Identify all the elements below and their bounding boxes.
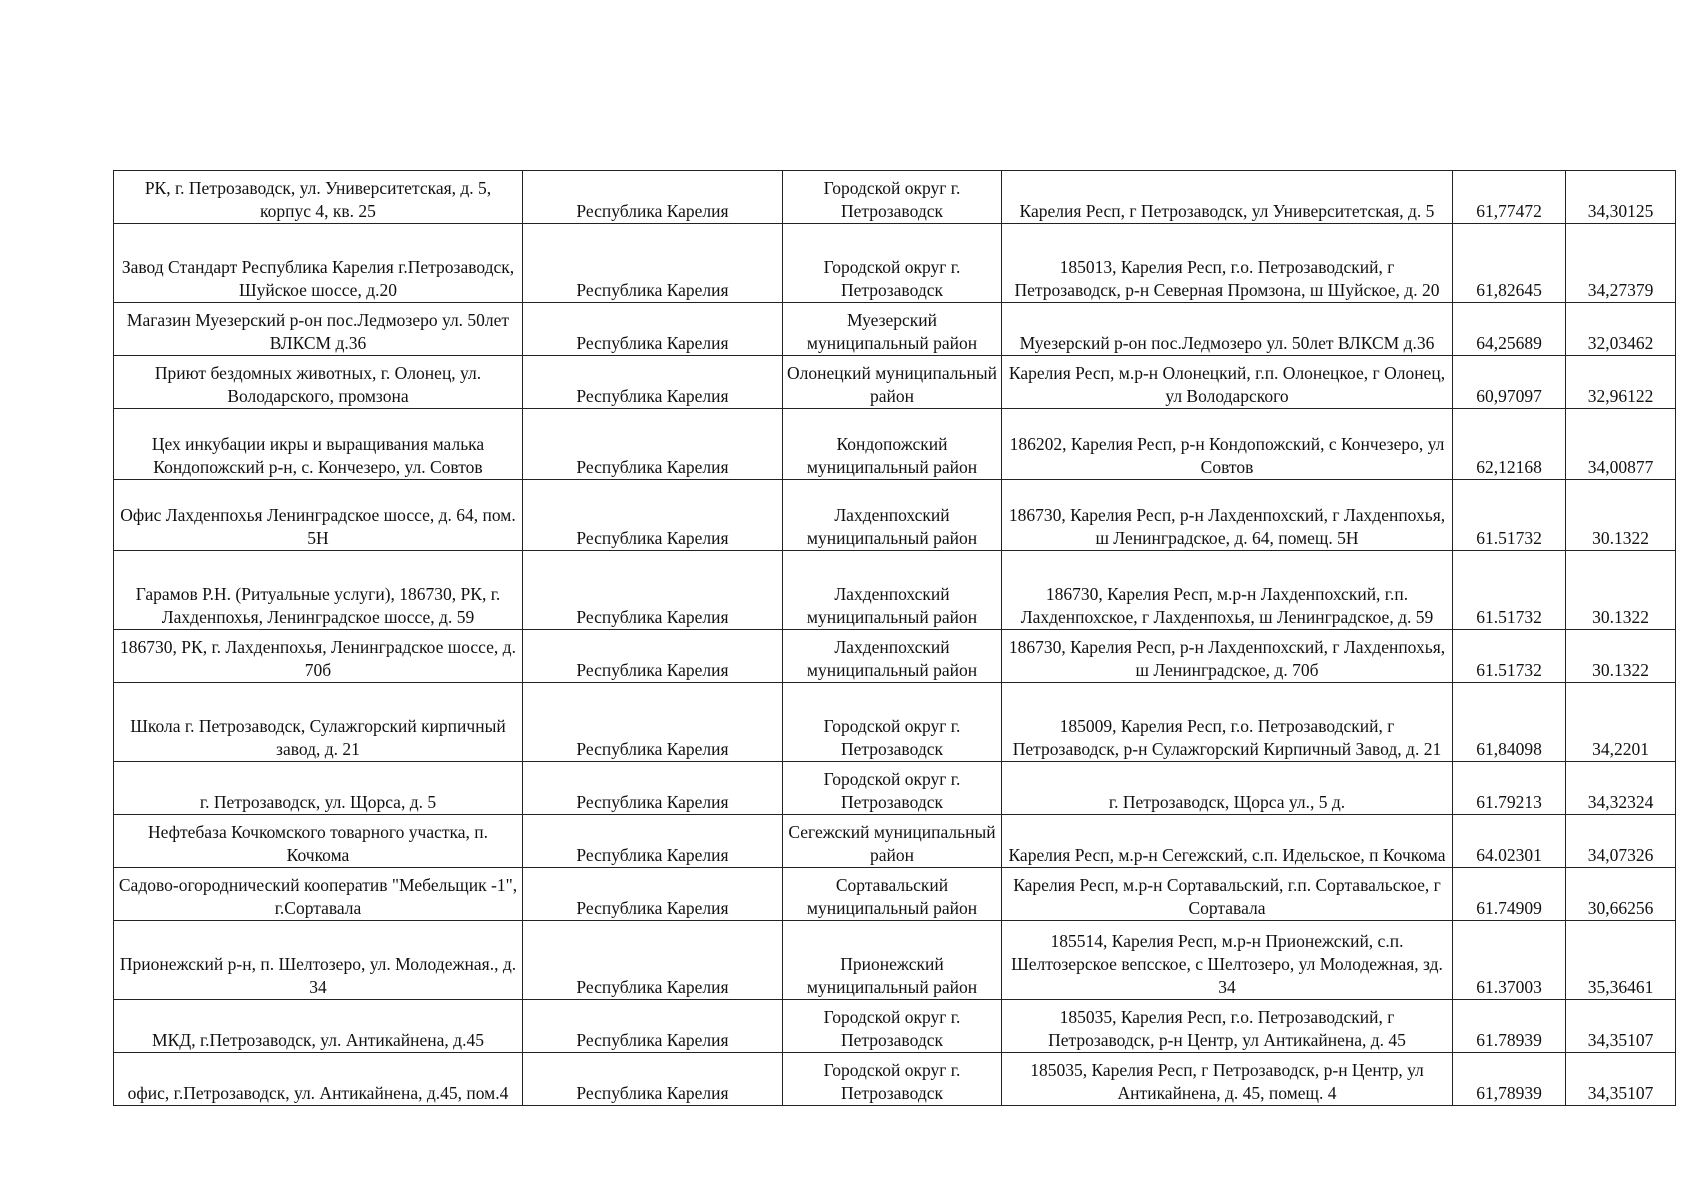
municipality-cell: Городской округ г. Петрозаводск <box>783 1053 1002 1106</box>
address-cell: 185514, Карелия Респ, м.р-н Прионежский, с.п. Шелтозерское вепсское, с Шелтозеро, ул Молодежная, зд. 34 <box>1002 921 1453 1000</box>
latitude-cell: 61.51732 <box>1453 630 1566 683</box>
locations-table <box>113 170 1676 1106</box>
address-cell: Муезерский р-он пос.Ледмозеро ул. 50лет ВЛКСМ д.36 <box>1002 303 1453 356</box>
municipality-cell: Сортавальский муниципальный район <box>783 868 1002 921</box>
municipality-cell: Прионежский муниципальный район <box>783 921 1002 1000</box>
longitude-cell: 34,2201 <box>1566 683 1676 762</box>
object-name-cell: Прионежский р-н, п. Шелтозеро, ул. Молодежная., д. 34 <box>114 921 523 1000</box>
region-cell: Республика Карелия <box>523 762 783 815</box>
latitude-cell: 61,77472 <box>1453 171 1566 224</box>
object-name-cell: РК, г. Петрозаводск, ул. Университетская, д. 5, корпус 4, кв. 25 <box>114 171 523 224</box>
table-row <box>114 683 1676 762</box>
municipality-cell: Сегежский муниципальный район <box>783 815 1002 868</box>
address-cell: Карелия Респ, м.р-н Олонецкий, г.п. Олонецкое, г Олонец, ул Володарского <box>1002 356 1453 409</box>
table-row <box>114 630 1676 683</box>
address-cell: г. Петрозаводск, Щорса ул., 5 д. <box>1002 762 1453 815</box>
table-row <box>114 1053 1676 1106</box>
region-cell: Республика Карелия <box>523 171 783 224</box>
object-name-cell: Нефтебаза Кочкомского товарного участка, п. Кочкома <box>114 815 523 868</box>
longitude-cell: 34,35107 <box>1566 1053 1676 1106</box>
address-cell: Карелия Респ, м.р-н Сегежский, с.п. Идельское, п Кочкома <box>1002 815 1453 868</box>
municipality-cell: Городской округ г. Петрозаводск <box>783 683 1002 762</box>
address-cell: 186730, Карелия Респ, р-н Лахденпохский, г Лахденпохья, ш Ленинградское, д. 70б <box>1002 630 1453 683</box>
region-cell: Республика Карелия <box>523 480 783 551</box>
latitude-cell: 60,97097 <box>1453 356 1566 409</box>
municipality-cell: Лахденпохский муниципальный район <box>783 551 1002 630</box>
table-row <box>114 356 1676 409</box>
municipality-cell: Городской округ г. Петрозаводск <box>783 171 1002 224</box>
address-cell: 185035, Карелия Респ, г.о. Петрозаводский, г Петрозаводск, р-н Центр, ул Антикайнена, д. 45 <box>1002 1000 1453 1053</box>
region-cell: Республика Карелия <box>523 683 783 762</box>
longitude-cell: 34,32324 <box>1566 762 1676 815</box>
object-name-cell: Гарамов Р.Н. (Ритуальные услуги), 186730, РК, г. Лахденпохья, Ленинградское шоссе, д. 59 <box>114 551 523 630</box>
table-row <box>114 815 1676 868</box>
address-cell: 185035, Карелия Респ, г Петрозаводск, р-н Центр, ул Антикайнена, д. 45, помещ. 4 <box>1002 1053 1453 1106</box>
object-name-cell: Офис Лахденпохья Ленинградское шоссе, д. 64, пом. 5Н <box>114 480 523 551</box>
longitude-cell: 34,07326 <box>1566 815 1676 868</box>
region-cell: Республика Карелия <box>523 356 783 409</box>
object-name-cell: офис, г.Петрозаводск, ул. Антикайнена, д.45, пом.4 <box>114 1053 523 1106</box>
object-name-cell: г. Петрозаводск, ул. Щорса, д. 5 <box>114 762 523 815</box>
latitude-cell: 64,25689 <box>1453 303 1566 356</box>
address-cell: Карелия Респ, г Петрозаводск, ул Университетская, д. 5 <box>1002 171 1453 224</box>
region-cell: Республика Карелия <box>523 921 783 1000</box>
municipality-cell: Лахденпохский муниципальный район <box>783 630 1002 683</box>
table-row <box>114 1000 1676 1053</box>
municipality-cell: Кондопожский муниципальный район <box>783 409 1002 480</box>
object-name-cell: 186730, РК, г. Лахденпохья, Ленинградское шоссе, д. 70б <box>114 630 523 683</box>
longitude-cell: 34,27379 <box>1566 224 1676 303</box>
longitude-cell: 30.1322 <box>1566 551 1676 630</box>
latitude-cell: 61.51732 <box>1453 480 1566 551</box>
object-name-cell: Садово-огороднический кооператив "Мебельщик -1", г.Сортавала <box>114 868 523 921</box>
municipality-cell: Городской округ г. Петрозаводск <box>783 1000 1002 1053</box>
latitude-cell: 61,82645 <box>1453 224 1566 303</box>
table-row <box>114 868 1676 921</box>
municipality-cell: Лахденпохский муниципальный район <box>783 480 1002 551</box>
longitude-cell: 34,00877 <box>1566 409 1676 480</box>
object-name-cell: Завод Стандарт Республика Карелия г.Петрозаводск, Шуйское шоссе, д.20 <box>114 224 523 303</box>
region-cell: Республика Карелия <box>523 1053 783 1106</box>
longitude-cell: 32,03462 <box>1566 303 1676 356</box>
object-name-cell: Магазин Муезерский р-он пос.Ледмозеро ул. 50лет ВЛКСМ д.36 <box>114 303 523 356</box>
region-cell: Республика Карелия <box>523 224 783 303</box>
address-cell: 185009, Карелия Респ, г.о. Петрозаводский, г Петрозаводск, р-н Сулажгорский Кирпичный Завод, д. 21 <box>1002 683 1453 762</box>
latitude-cell: 61.51732 <box>1453 551 1566 630</box>
address-cell: 185013, Карелия Респ, г.о. Петрозаводский, г Петрозаводск, р-н Северная Промзона, ш Шуйское, д. 20 <box>1002 224 1453 303</box>
latitude-cell: 62,12168 <box>1453 409 1566 480</box>
table-row <box>114 171 1676 224</box>
object-name-cell: МКД, г.Петрозаводск, ул. Антикайнена, д.45 <box>114 1000 523 1053</box>
table-row <box>114 224 1676 303</box>
longitude-cell: 34,35107 <box>1566 1000 1676 1053</box>
latitude-cell: 61,84098 <box>1453 683 1566 762</box>
address-cell: 186730, Карелия Респ, м.р-н Лахденпохский, г.п. Лахденпохское, г Лахденпохья, ш Ленинградское, д. 59 <box>1002 551 1453 630</box>
table-row <box>114 551 1676 630</box>
longitude-cell: 30.1322 <box>1566 480 1676 551</box>
latitude-cell: 61.78939 <box>1453 1000 1566 1053</box>
municipality-cell: Городской округ г. Петрозаводск <box>783 224 1002 303</box>
table-row <box>114 409 1676 480</box>
longitude-cell: 30,66256 <box>1566 868 1676 921</box>
region-cell: Республика Карелия <box>523 409 783 480</box>
region-cell: Республика Карелия <box>523 551 783 630</box>
table-row <box>114 480 1676 551</box>
table-row <box>114 921 1676 1000</box>
longitude-cell: 30.1322 <box>1566 630 1676 683</box>
latitude-cell: 61.74909 <box>1453 868 1566 921</box>
municipality-cell: Олонецкий муниципальный район <box>783 356 1002 409</box>
latitude-cell: 61.79213 <box>1453 762 1566 815</box>
longitude-cell: 34,30125 <box>1566 171 1676 224</box>
latitude-cell: 64.02301 <box>1453 815 1566 868</box>
region-cell: Республика Карелия <box>523 303 783 356</box>
table-row <box>114 303 1676 356</box>
longitude-cell: 35,36461 <box>1566 921 1676 1000</box>
object-name-cell: Школа г. Петрозаводск, Сулажгорский кирпичный завод, д. 21 <box>114 683 523 762</box>
region-cell: Республика Карелия <box>523 815 783 868</box>
object-name-cell: Цех инкубации икры и выращивания малька Кондопожский р-н, с. Кончезеро, ул. Совтов <box>114 409 523 480</box>
address-cell: 186202, Карелия Респ, р-н Кондопожский, с Кончезеро, ул Совтов <box>1002 409 1453 480</box>
region-cell: Республика Карелия <box>523 1000 783 1053</box>
table-row <box>114 762 1676 815</box>
municipality-cell: Городской округ г. Петрозаводск <box>783 762 1002 815</box>
region-cell: Республика Карелия <box>523 630 783 683</box>
object-name-cell: Приют бездомных животных, г. Олонец, ул. Володарского, промзона <box>114 356 523 409</box>
municipality-cell: Муезерский муниципальный район <box>783 303 1002 356</box>
table-body <box>114 171 1676 1106</box>
latitude-cell: 61,78939 <box>1453 1053 1566 1106</box>
address-cell: 186730, Карелия Респ, р-н Лахденпохский, г Лахденпохья, ш Ленинградское, д. 64, помещ. 5Н <box>1002 480 1453 551</box>
address-cell: Карелия Респ, м.р-н Сортавальский, г.п. Сортавальское, г Сортавала <box>1002 868 1453 921</box>
latitude-cell: 61.37003 <box>1453 921 1566 1000</box>
longitude-cell: 32,96122 <box>1566 356 1676 409</box>
region-cell: Республика Карелия <box>523 868 783 921</box>
